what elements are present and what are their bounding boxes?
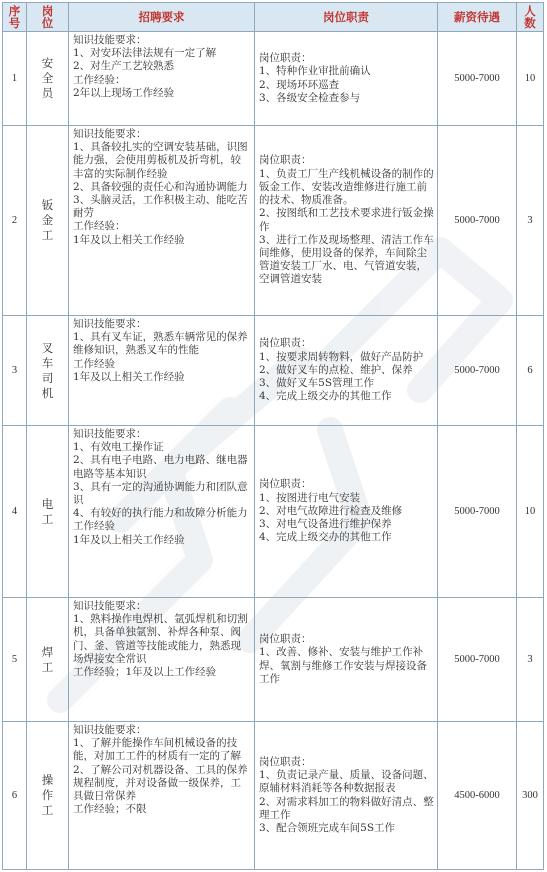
header-position: 岗 位 — [27, 3, 69, 32]
row-position: 电 工 — [27, 426, 69, 598]
table-row — [3, 598, 544, 722]
header-salary: 薪资待遇 — [438, 3, 517, 32]
row-duties: 岗位职责： 1、负责记录产量、质量、设备问题、原辅材料消耗等各种数据报表 2、对需求料加工的物料做好清点、整理工作 3、配合领班完成车间5S工作 — [255, 722, 438, 870]
row-requirements: 知识技能要求： 1、具备较扎实的空调安装基础，识图能力强，会使用剪板机及折弯机，较丰富的实际制作经验 2、具备较强的责任心和沟通协调能力 3、头脑灵活，工作积极主动、能吃苦耐劳 工作经验： 1年及以上相关工作经验 — [69, 126, 255, 316]
row-position: 操 作 工 — [27, 722, 69, 870]
row-position: 焊 工 — [27, 598, 69, 722]
row-count: 3 — [517, 598, 544, 722]
row-position: 叉 车 司 机 — [27, 316, 69, 426]
row-index: 1 — [3, 32, 27, 126]
recruitment-table — [2, 2, 544, 870]
header-requirements: 招聘要求 — [69, 3, 255, 32]
row-position: 钣 金 工 — [27, 126, 69, 316]
header-duties: 岗位职责 — [255, 3, 438, 32]
row-count: 6 — [517, 316, 544, 426]
row-position: 安 全 员 — [27, 32, 69, 126]
table-row — [3, 722, 544, 870]
row-index: 6 — [3, 722, 27, 870]
row-duties: 岗位职责： 1、按图进行电气安装 2、对电气故障进行检查及维修 3、对电气设备进行维护保养 4、完成上级交办的其他工作 — [255, 426, 438, 598]
row-requirements: 知识技能要求： 1、熟料操作电焊机、氩弧焊机和切割机，具备单独氩割、补焊各种泵、阀门、釜、管道等技能或能力，熟悉现场焊接安全常识 工作经验；1年及以上工作经验 — [69, 598, 255, 722]
row-count: 10 — [517, 32, 544, 126]
row-requirements: 知识技能要求： 1、了解并能操作车间机械设备的技能，对加工工件的材质有一定的了解 2、了解公司对机器设备、工具的保养规程制度，并对设备做一级保养，工具做日常保养 工作经验；不限 — [69, 722, 255, 870]
row-salary: 5000-7000 — [438, 426, 517, 598]
row-index: 2 — [3, 126, 27, 316]
table-row — [3, 32, 544, 126]
row-salary: 5000-7000 — [438, 316, 517, 426]
header-count: 人 数 — [517, 3, 544, 32]
row-count: 3 — [517, 126, 544, 316]
table-row — [3, 126, 544, 316]
row-requirements: 知识技能要求： 1、对安环法律法规有一定了解 2、对生产工艺较熟悉 工作经验： 2年以上现场工作经验 — [69, 32, 255, 126]
row-duties: 岗位职责： 1、特种作业审批前确认 2、现场环环巡查 3、各级安全检查参与 — [255, 32, 438, 126]
row-count: 10 — [517, 426, 544, 598]
row-count: 300 — [517, 722, 544, 870]
table-row — [3, 316, 544, 426]
row-index: 3 — [3, 316, 27, 426]
row-salary: 5000-7000 — [438, 126, 517, 316]
header-index: 序 号 — [3, 3, 27, 32]
table-header-row — [3, 3, 544, 32]
row-duties: 岗位职责： 1、负责工厂生产线机械设备的制作的钣金工作、安装改造维修进行施工前的技术、物质准备。 2、按图纸和工艺技术要求进行钣金操作 3、进行工作及现场整理、清洁工作车间维修，使用设备的保养，车间除尘管道安装工厂水、电、气管道安装，空调管道安装 — [255, 126, 438, 316]
row-requirements: 知识技能要求： 1、有效电工操作证 2、具有电子电路、电力电路、继电器电路等基本知识 3、具有一定的沟通协调能力和团队意识 4、有较好的执行能力和故障分析能力 工作经验 1年及以上相关工作经验 — [69, 426, 255, 598]
row-salary: 4500-6000 — [438, 722, 517, 870]
recruitment-table-container — [2, 2, 543, 870]
row-salary: 5000-7000 — [438, 32, 517, 126]
row-index: 4 — [3, 426, 27, 598]
row-duties: 岗位职责： 1、按要求周转物料，做好产品防护 2、做好叉车的点检、维护、保养 3、做好叉车5S管理工作 4、完成上级交办的其他工作 — [255, 316, 438, 426]
table-row — [3, 426, 544, 598]
row-index: 5 — [3, 598, 27, 722]
row-duties: 岗位职责： 1、改善、修补、安装与维护工作补焊、氧割与维修工作安装与焊接设备工作 — [255, 598, 438, 722]
row-requirements: 知识技能要求： 1、具有叉车证，熟悉车辆常见的保养维修知识，熟悉叉车的性能 工作经验 1年及以上相关工作经验 — [69, 316, 255, 426]
row-salary: 5000-7000 — [438, 598, 517, 722]
